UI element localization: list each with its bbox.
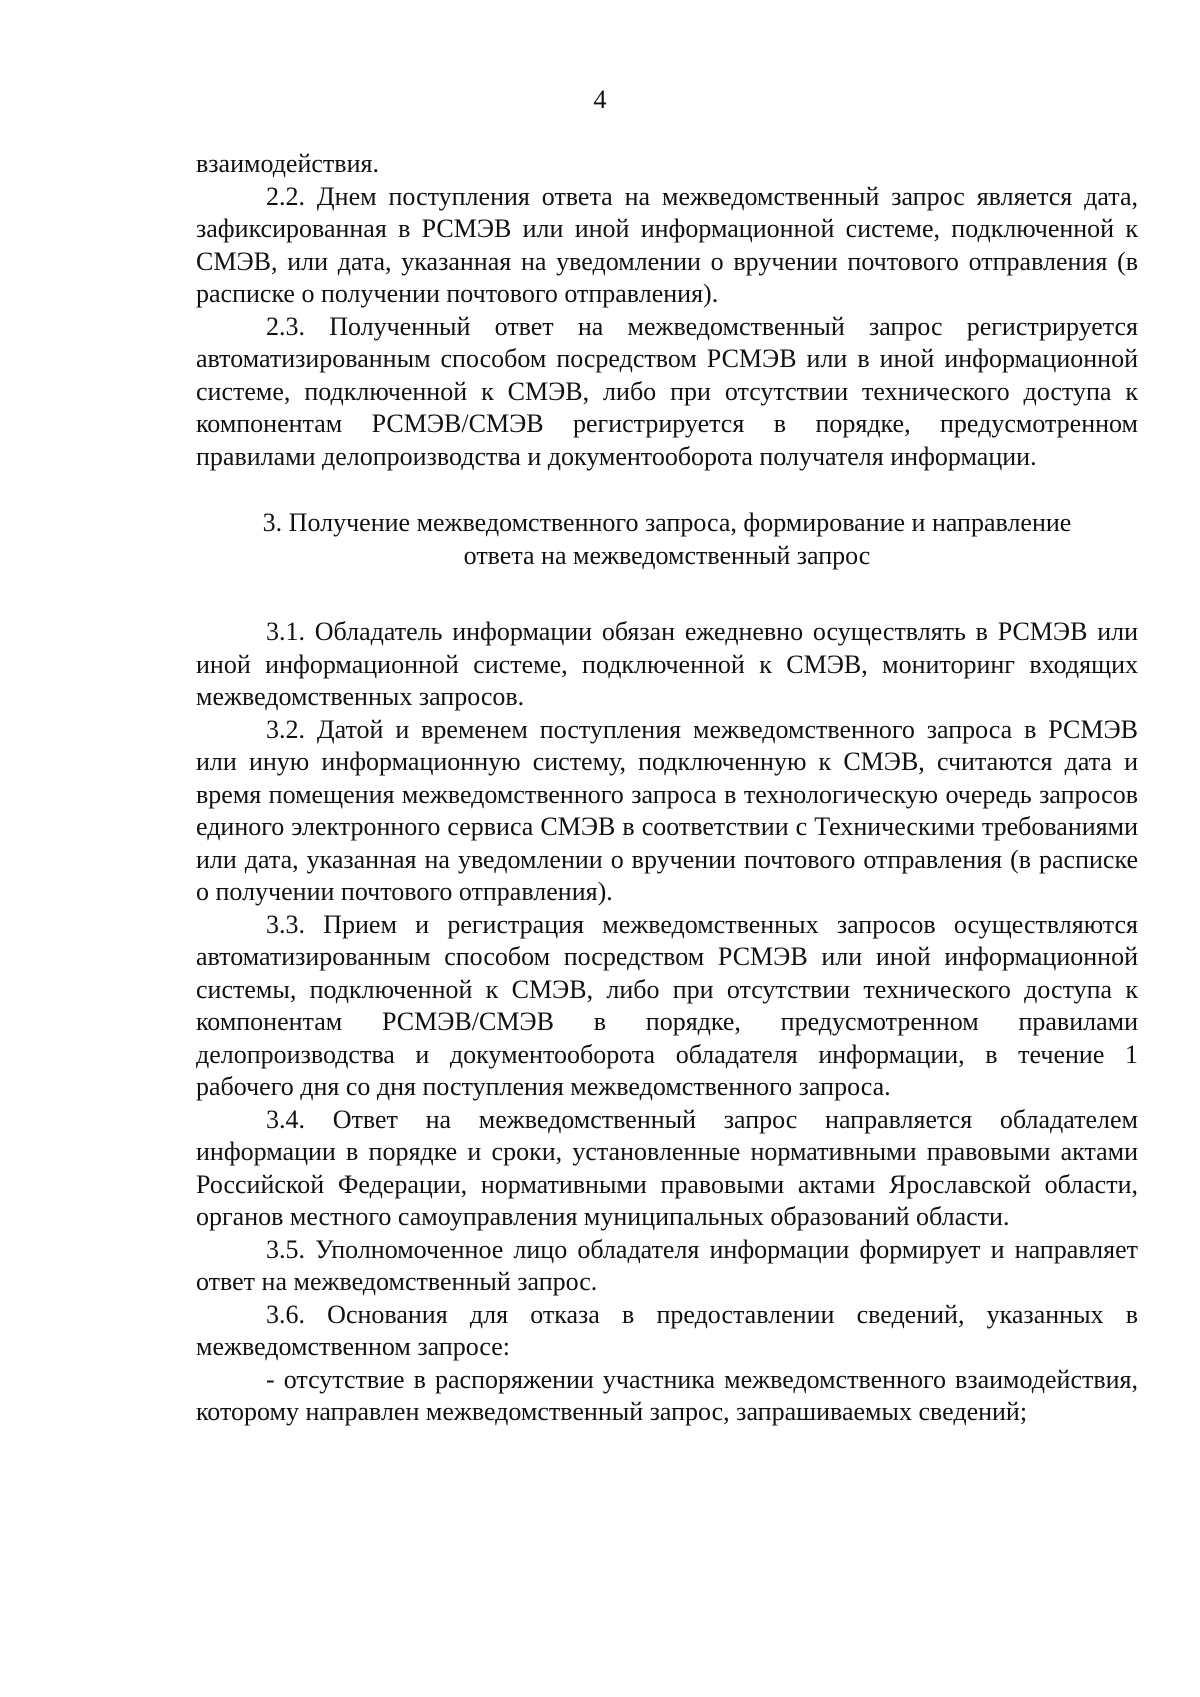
paragraph-3-4: 3.4. Ответ на межведомственный запрос направляется обладателем информации в порядке и сроки, установленные нормативными правовыми актами Российской Федерации, нормативными правовыми актами Ярославской области, органов местного самоуправления муниципальных образований области. (196, 1104, 1138, 1231)
section-title-line-2: ответа на межведомственный запрос (463, 540, 871, 570)
paragraph-3-5: 3.5. Уполномоченное лицо обладателя информации формирует и направляет ответ на межведомственный запрос. (196, 1234, 1138, 1296)
paragraph-continuation: взаимодействия. (196, 149, 379, 178)
document-body (196, 148, 1138, 1429)
list-item-dash: - отсутствие в распоряжении участника межведомственного взаимодействия, которому направлен межведомственный запрос, запрашиваемых сведений; (196, 1364, 1138, 1426)
paragraph-3-6: 3.6. Основания для отказа в предоставлении сведений, указанных в межведомственном запросе: (196, 1299, 1138, 1361)
page-number: 4 (593, 85, 607, 114)
paragraph-3-3: 3.3. Прием и регистрация межведомственных запросов осуществляются автоматизированным способом посредством РСМЭВ или иной информационной системы, подключенной к СМЭВ, либо при отсутствии технического доступа к компонентам РСМЭВ/СМЭВ в порядке, предусмотренном правилами делопроизводства и документооборота обладателя информации, в течение 1 рабочего дня со дня поступления межведомственного запроса. (196, 909, 1138, 1101)
paragraph-3-2: 3.2. Датой и временем поступления межведомственного запроса в РСМЭВ или иную информационную систему, подключенную к СМЭВ, считаются дата и время помещения межведомственного запроса в технологическую очередь запросов единого электронного сервиса СМЭВ в соответствии с Техническими требованиями или дата, указанная на уведомлении о вручении почтового отправления (в расписке о получении почтового отправления). (196, 714, 1138, 906)
section-title (196, 507, 1138, 572)
paragraph-2-3: 2.3. Полученный ответ на межведомственный запрос регистрируется автоматизированным способом посредством РСМЭВ или в иной информационной системе, подключенной к СМЭВ, либо при отсутствии технического доступа к компонентам РСМЭВ/СМЭВ регистрируется в порядке, предусмотренном правилами делопроизводства и документооборота получателя информации. (196, 311, 1138, 471)
paragraph-3-1: 3.1. Обладатель информации обязан ежедневно осуществлять в РСМЭВ или иной информационной системе, подключенной к СМЭВ, мониторинг входящих межведомственных запросов. (196, 617, 1138, 711)
section-title-line-1: 3. Получение межведомственного запроса, формирование и направление (262, 508, 1072, 537)
paragraph-2-2: 2.2. Днем поступления ответа на межведомственный запрос является дата, зафиксированная в РСМЭВ или иной информационной системе, подключенной к СМЭВ, или дата, указанная на уведомлении о вручении почтового отправления (в расписке о получении почтового отправления). (196, 181, 1138, 308)
